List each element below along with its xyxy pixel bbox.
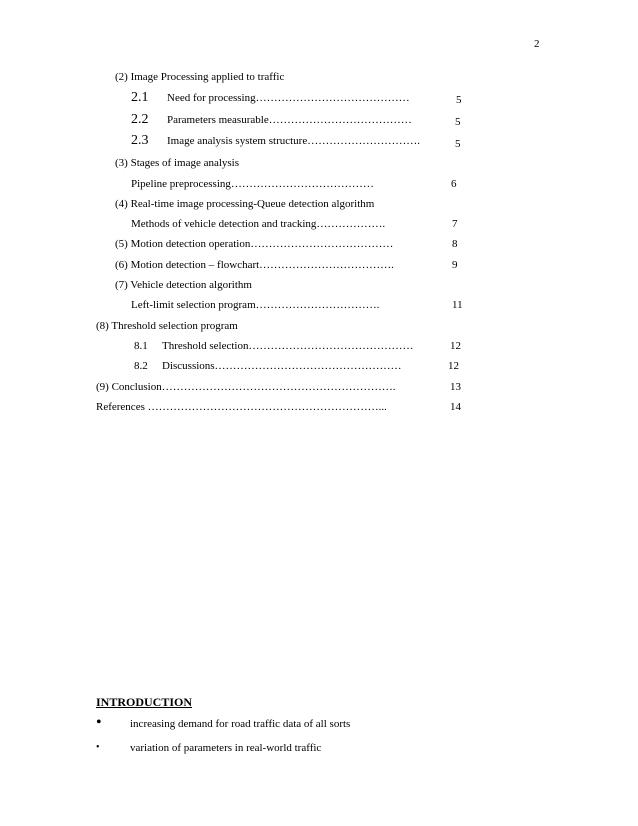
- bullet-dot-icon: •: [96, 742, 100, 753]
- toc-entry-number: 2.1: [131, 90, 149, 105]
- toc-entry-number: 8.1: [134, 340, 148, 352]
- toc-entry-2-2: [131, 113, 412, 127]
- toc-entry-3-sub: Pipeline preprocessing…………………………………: [131, 178, 374, 190]
- toc-entry-page: 9: [452, 259, 458, 271]
- toc-entry-page: 5: [455, 116, 461, 128]
- toc-section-4-heading: (4) Real-time image processing-Queue detection algorithm: [115, 198, 375, 210]
- toc-entry-page: 11: [452, 299, 463, 311]
- toc-section-8-heading: (8) Threshold selection program: [96, 320, 238, 332]
- toc-entry-number: 8.2: [134, 360, 148, 372]
- toc-section-2-heading: (2) Image Processing applied to traffic: [115, 71, 285, 83]
- toc-entry-page: 8: [452, 238, 458, 250]
- toc-entry-page: 12: [448, 360, 459, 372]
- bullet-text: increasing demand for road traffic data of all sorts: [130, 718, 351, 730]
- introduction-heading: INTRODUCTION: [96, 695, 193, 709]
- toc-entry-text: Parameters measurable…………………………………: [167, 114, 412, 126]
- toc-entry-page: 7: [452, 218, 458, 230]
- toc-entry-8-1: [134, 339, 413, 353]
- bullet-text: variation of parameters in real-world traffic: [130, 742, 322, 754]
- toc-entry-text: Discussions……………………………………………: [162, 360, 402, 372]
- toc-entry-text: Need for processing……………………………………: [167, 92, 410, 104]
- toc-entry-8-2: [134, 359, 402, 373]
- toc-entry-page: 5: [456, 94, 462, 106]
- toc-entry-2-1: [131, 91, 410, 105]
- page-number: 2: [534, 38, 540, 50]
- toc-entry-number: 2.3: [131, 133, 149, 148]
- toc-entry-4-sub: Methods of vehicle detection and tracking……………….: [131, 218, 386, 230]
- toc-entry-7-sub: Left-limit selection program…………………………….: [131, 299, 380, 311]
- toc-entry-page: 13: [450, 381, 461, 393]
- toc-section-3-heading: (3) Stages of image analysis: [115, 157, 240, 169]
- toc-section-7-heading: (7) Vehicle detection algorithm: [115, 279, 252, 291]
- toc-entry-page: 5: [455, 138, 461, 150]
- toc-section-9: (9) Conclusion……………………………………………………….: [96, 381, 396, 393]
- toc-entry-2-3: [131, 134, 420, 148]
- bullet-dot-icon: •: [96, 714, 102, 731]
- toc-entry-page: 12: [450, 340, 461, 352]
- toc-references: References ………………………………………………………...: [96, 401, 387, 413]
- toc-entry-page: 6: [451, 178, 457, 190]
- toc-entry-text: Threshold selection………………………………………: [162, 340, 414, 352]
- toc-entry-page: 14: [450, 401, 461, 413]
- toc-section-5: (5) Motion detection operation…………………………………: [115, 238, 394, 250]
- toc-entry-text: Image analysis system structure………………………….: [167, 135, 420, 147]
- toc-entry-number: 2.2: [131, 112, 149, 127]
- toc-section-6: (6) Motion detection – flowchart……………………………….: [115, 259, 394, 271]
